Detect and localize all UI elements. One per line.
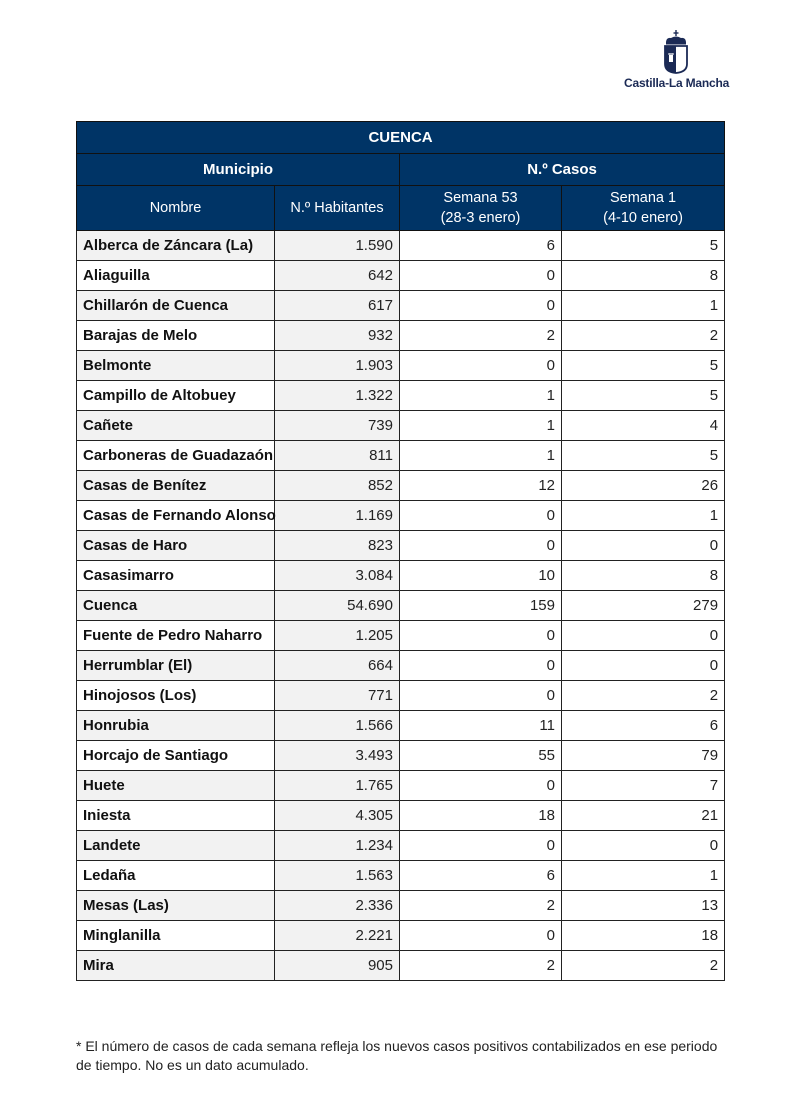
cases-week53-cell: 6 xyxy=(400,861,562,891)
municipio-name: Iniesta xyxy=(77,801,275,831)
column-header-semana1 xyxy=(562,186,725,231)
municipio-name: Belmonte xyxy=(77,351,275,381)
cases-week1-cell: 2 xyxy=(562,681,725,711)
cases-week53-cell: 0 xyxy=(400,771,562,801)
municipio-name: Chillarón de Cuenca xyxy=(77,291,275,321)
population-cell: 1.563 xyxy=(275,861,400,891)
population-cell: 1.566 xyxy=(275,711,400,741)
table-row xyxy=(77,321,725,351)
cases-week1-cell: 13 xyxy=(562,891,725,921)
cases-week53-cell: 11 xyxy=(400,711,562,741)
cases-week53-cell: 0 xyxy=(400,351,562,381)
cases-week53-cell: 10 xyxy=(400,561,562,591)
cases-week1-cell: 2 xyxy=(562,321,725,351)
table-row xyxy=(77,441,725,471)
municipio-name: Hinojosos (Los) xyxy=(77,681,275,711)
table-row xyxy=(77,561,725,591)
cases-week1-cell: 8 xyxy=(562,561,725,591)
population-cell: 1.205 xyxy=(275,621,400,651)
table-row xyxy=(77,801,725,831)
cases-week53-cell: 0 xyxy=(400,621,562,651)
cases-week53-cell: 0 xyxy=(400,291,562,321)
group-header-casos: N.º Casos xyxy=(400,154,725,186)
municipio-name: Mira xyxy=(77,951,275,981)
municipio-name: Fuente de Pedro Naharro xyxy=(77,621,275,651)
semana1-range: (4-10 enero) xyxy=(603,210,683,226)
cases-week1-cell: 21 xyxy=(562,801,725,831)
table-body xyxy=(77,231,725,981)
table-row xyxy=(77,261,725,291)
cases-week53-cell: 0 xyxy=(400,501,562,531)
population-cell: 932 xyxy=(275,321,400,351)
table-row xyxy=(77,681,725,711)
municipio-name: Casasimarro xyxy=(77,561,275,591)
footnote: * El número de casos de cada semana refleja los nuevos casos positivos contabilizados en ese periodo de tiempo. No es un dato acumulado. xyxy=(76,1038,718,1073)
cases-week1-cell: 5 xyxy=(562,351,725,381)
municipio-name: Aliaguilla xyxy=(77,261,275,291)
cases-week53-cell: 1 xyxy=(400,381,562,411)
population-cell: 771 xyxy=(275,681,400,711)
cases-week1-cell: 0 xyxy=(562,621,725,651)
population-cell: 739 xyxy=(275,411,400,441)
municipio-name: Huete xyxy=(77,771,275,801)
table-row xyxy=(77,921,725,951)
municipio-name: Minglanilla xyxy=(77,921,275,951)
cases-week53-cell: 2 xyxy=(400,951,562,981)
cases-week53-cell: 1 xyxy=(400,411,562,441)
cases-week53-cell: 0 xyxy=(400,651,562,681)
population-cell: 1.765 xyxy=(275,771,400,801)
cases-week1-cell: 26 xyxy=(562,471,725,501)
municipio-name: Landete xyxy=(77,831,275,861)
cases-week53-cell: 2 xyxy=(400,891,562,921)
municipio-name: Casas de Fernando Alonso xyxy=(77,501,275,531)
table-row xyxy=(77,591,725,621)
table-row xyxy=(77,651,725,681)
population-cell: 664 xyxy=(275,651,400,681)
cases-week1-cell: 4 xyxy=(562,411,725,441)
cases-week53-cell: 2 xyxy=(400,321,562,351)
population-cell: 3.493 xyxy=(275,741,400,771)
column-header-habitantes: N.º Habitantes xyxy=(275,186,400,231)
table-row xyxy=(77,471,725,501)
cases-week1-cell: 279 xyxy=(562,591,725,621)
municipio-name: Cañete xyxy=(77,411,275,441)
cases-week53-cell: 55 xyxy=(400,741,562,771)
cases-week53-cell: 18 xyxy=(400,801,562,831)
population-cell: 905 xyxy=(275,951,400,981)
cases-week1-cell: 18 xyxy=(562,921,725,951)
population-cell: 617 xyxy=(275,291,400,321)
population-cell: 1.590 xyxy=(275,231,400,261)
municipio-name: Carboneras de Guadazaón xyxy=(77,441,275,471)
cases-week1-cell: 2 xyxy=(562,951,725,981)
cases-week53-cell: 0 xyxy=(400,921,562,951)
cases-week53-cell: 12 xyxy=(400,471,562,501)
municipio-name: Cuenca xyxy=(77,591,275,621)
cases-week53-cell: 0 xyxy=(400,831,562,861)
cases-week1-cell: 0 xyxy=(562,651,725,681)
cases-week1-cell: 5 xyxy=(562,381,725,411)
population-cell: 852 xyxy=(275,471,400,501)
cases-week1-cell: 5 xyxy=(562,441,725,471)
population-cell: 1.903 xyxy=(275,351,400,381)
cases-table xyxy=(76,121,725,981)
table-row xyxy=(77,621,725,651)
municipio-name: Casas de Haro xyxy=(77,531,275,561)
population-cell: 1.234 xyxy=(275,831,400,861)
table-row xyxy=(77,411,725,441)
cases-week53-cell: 1 xyxy=(400,441,562,471)
cases-week1-cell: 1 xyxy=(562,501,725,531)
population-cell: 3.084 xyxy=(275,561,400,591)
table-row xyxy=(77,381,725,411)
municipio-name: Campillo de Altobuey xyxy=(77,381,275,411)
table-row xyxy=(77,351,725,381)
population-cell: 1.169 xyxy=(275,501,400,531)
population-cell: 1.322 xyxy=(275,381,400,411)
cases-week1-cell: 1 xyxy=(562,861,725,891)
cases-week53-cell: 6 xyxy=(400,231,562,261)
table-row xyxy=(77,501,725,531)
table-row xyxy=(77,711,725,741)
municipio-name: Honrubia xyxy=(77,711,275,741)
municipio-name: Casas de Benítez xyxy=(77,471,275,501)
cases-week53-cell: 0 xyxy=(400,531,562,561)
table-row xyxy=(77,831,725,861)
cases-week1-cell: 8 xyxy=(562,261,725,291)
logo-text: Castilla-La Mancha xyxy=(624,76,730,90)
table-title: CUENCA xyxy=(77,122,725,154)
cases-week1-cell: 7 xyxy=(562,771,725,801)
municipio-name: Barajas de Melo xyxy=(77,321,275,351)
castilla-la-mancha-logo xyxy=(624,30,728,94)
semana1-label: Semana 1 xyxy=(609,190,677,206)
table-row xyxy=(77,741,725,771)
municipio-name: Ledaña xyxy=(77,861,275,891)
cases-week1-cell: 1 xyxy=(562,291,725,321)
municipio-name: Horcajo de Santiago xyxy=(77,741,275,771)
population-cell: 2.221 xyxy=(275,921,400,951)
cases-week1-cell: 0 xyxy=(562,531,725,561)
population-cell: 823 xyxy=(275,531,400,561)
table-row xyxy=(77,771,725,801)
cases-week1-cell: 6 xyxy=(562,711,725,741)
cases-week53-cell: 0 xyxy=(400,681,562,711)
coat-of-arms-icon xyxy=(663,30,689,74)
table-row xyxy=(77,291,725,321)
group-header-municipio: Municipio xyxy=(77,154,400,186)
cases-week53-cell: 0 xyxy=(400,261,562,291)
population-cell: 642 xyxy=(275,261,400,291)
municipio-name: Herrumblar (El) xyxy=(77,651,275,681)
population-cell: 4.305 xyxy=(275,801,400,831)
column-header-semana53 xyxy=(400,186,562,231)
municipio-name: Alberca de Záncara (La) xyxy=(77,231,275,261)
population-cell: 54.690 xyxy=(275,591,400,621)
table-row xyxy=(77,891,725,921)
semana53-label: Semana 53 xyxy=(443,190,518,206)
table-row xyxy=(77,231,725,261)
cases-week1-cell: 5 xyxy=(562,231,725,261)
cases-week1-cell: 79 xyxy=(562,741,725,771)
table-row xyxy=(77,861,725,891)
table-row xyxy=(77,531,725,561)
municipio-name: Mesas (Las) xyxy=(77,891,275,921)
column-header-nombre: Nombre xyxy=(77,186,275,231)
table-row xyxy=(77,951,725,981)
population-cell: 811 xyxy=(275,441,400,471)
cases-week53-cell: 159 xyxy=(400,591,562,621)
cases-week1-cell: 0 xyxy=(562,831,725,861)
semana53-range: (28-3 enero) xyxy=(440,210,521,226)
population-cell: 2.336 xyxy=(275,891,400,921)
